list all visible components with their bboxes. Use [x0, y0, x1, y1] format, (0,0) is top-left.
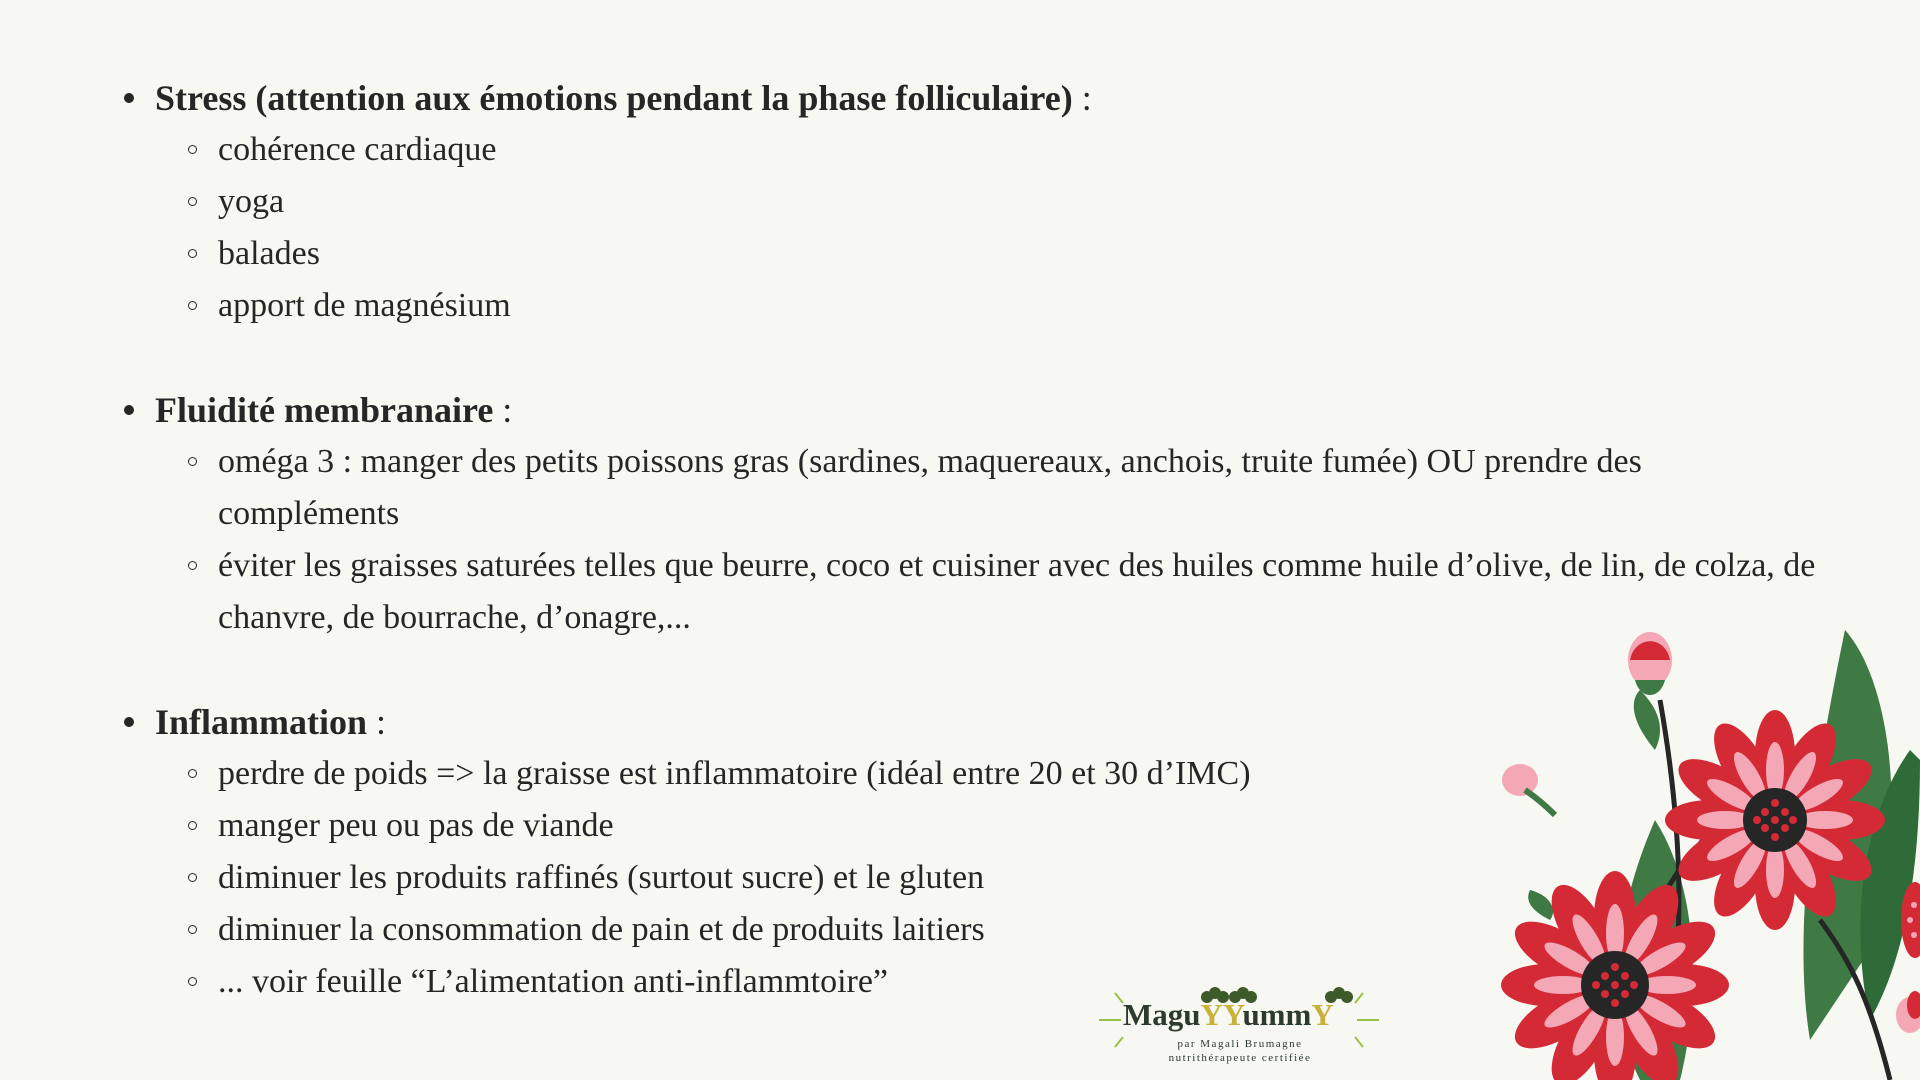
circle-bullet-icon [188, 561, 197, 570]
list-item [122, 124, 1822, 176]
circle-bullet-icon [188, 821, 197, 830]
bullet-dot-icon [124, 405, 134, 415]
section-title-suffix: : [493, 390, 513, 430]
list-item-text: manger peu ou pas de viande [218, 807, 614, 844]
circle-bullet-icon [188, 249, 197, 258]
section-stress [122, 72, 1822, 332]
circle-bullet-icon [188, 873, 197, 882]
main-bullet-item [122, 72, 1822, 124]
list-item-text: balades [218, 235, 320, 272]
list-item [122, 176, 1822, 228]
brand-logo [1095, 985, 1385, 1065]
list-item-text: apport de magnésium [218, 287, 511, 324]
circle-bullet-icon [188, 145, 197, 154]
circle-bullet-icon [188, 925, 197, 934]
section-title-suffix: : [367, 702, 387, 742]
list-item-text: diminuer les produits raffinés (surtout sucre) et le gluten [218, 859, 985, 896]
section-title: Inflammation [155, 702, 368, 742]
bullet-dot-icon [124, 93, 134, 103]
sub-list [122, 436, 1822, 644]
list-item-text: ... voir feuille “L’alimentation anti-inflammtoire” [218, 963, 889, 1000]
list-item-text: cohérence cardiaque [218, 131, 497, 168]
list-item-text: diminuer la consommation de pain et de produits laitiers [218, 911, 985, 948]
circle-bullet-icon [188, 301, 197, 310]
section-title: Stress (attention aux émotions pendant la phase folliculaire) [155, 78, 1073, 118]
list-item [122, 228, 1822, 280]
list-item-text: perdre de poids => la graisse est inflammatoire (idéal entre 20 et 30 d’IMC) [218, 755, 1251, 792]
flowers-illustration-icon [1490, 620, 1920, 1080]
bullet-dot-icon [124, 717, 134, 727]
list-item-text: oméga 3 : manger des petits poissons gras (sardines, maquereaux, anchois, truite fumée) OU prendre des compléments [218, 443, 1642, 532]
list-item-text: éviter les graisses saturées telles que beurre, coco et cuisiner avec des huiles comme huile d’olive, de lin, de colza, de chanvre, de bourrache, d’onagre,... [218, 547, 1816, 636]
list-item [122, 436, 1822, 540]
section-title-suffix: : [1072, 78, 1092, 118]
list-item-text: yoga [218, 183, 285, 220]
logo-title: MaguYYummY [1123, 997, 1334, 1032]
section-fluidite [122, 384, 1822, 644]
circle-bullet-icon [188, 977, 197, 986]
circle-bullet-icon [188, 769, 197, 778]
section-title: Fluidité membranaire [155, 390, 494, 430]
main-bullet-item [122, 384, 1822, 436]
circle-bullet-icon [188, 457, 197, 466]
logo-subtitle: par Magali Brumagne [1177, 1038, 1303, 1050]
sub-list [122, 124, 1822, 332]
list-item [122, 280, 1822, 332]
logo-tagline: nutrithérapeute certifiée [1168, 1052, 1312, 1064]
circle-bullet-icon [188, 197, 197, 206]
